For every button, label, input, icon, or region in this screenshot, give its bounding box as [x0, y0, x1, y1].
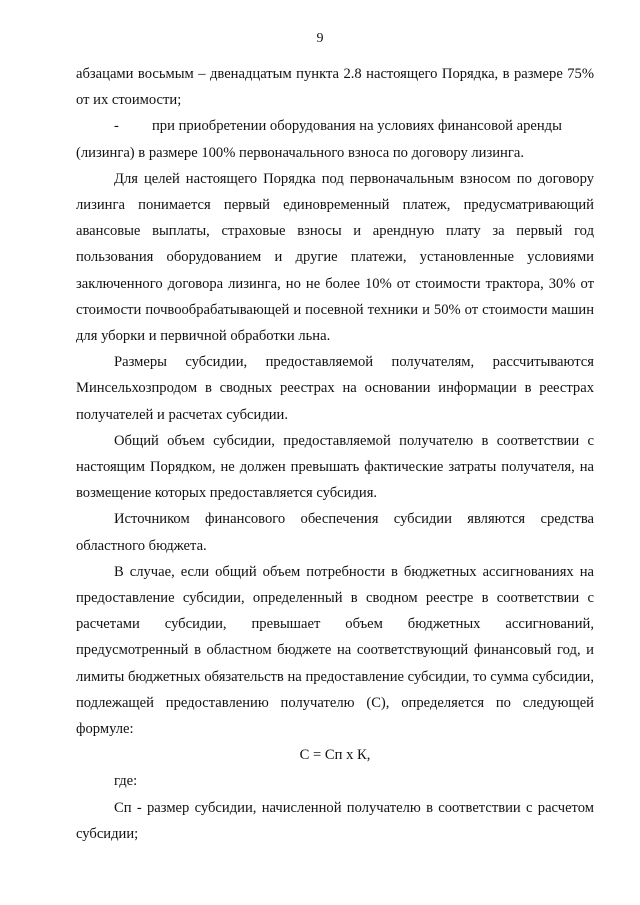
paragraph-leasing-definition: Для целей настоящего Порядка под первоначальным взносом по договору лизинга понимается первый единовременный платеж, предусматривающий авансовые выплаты, страховые взносы и арендную плату за первый год пользования оборудованием и другие платежи, установленные условиями заключенного договора лизинга, но не более 10% от стоимости трактора, 30% от стоимости почвообрабатывающей и посевной техники и 50% от стоимости машин для уборки и первичной обработки льна. [76, 170, 594, 345]
document-body [76, 61, 594, 847]
paragraph-1: абзацами восьмым – двенадцатым пункта 2.8 настоящего Порядка, в размере 75% от их стоимости; [76, 66, 594, 109]
bullet-dash: - [114, 118, 119, 135]
paragraph-definition-sp: Сп - размер субсидии, начисленной получателю в соответствии с расчетом субсидии; [76, 799, 594, 842]
bullet-text-line1: при приобретении оборудования на условиях финансовой аренды [152, 118, 562, 135]
paragraph-calculation-case: В случае, если общий объем потребности в бюджетных ассигнованиях на предоставление субсидии, определенный в сводном реестре в соответствии с расчетами субсидии, превышает объем бюджетных ассигнований, предусмотренный в областном бюджете на соответствующий финансовый год, и лимиты бюджетных обязательств на предоставление субсидии, то сумма субсидии, подлежащей предоставлению получателю (С), определяется по следующей формуле: [76, 563, 594, 738]
where-label: где: [114, 773, 138, 790]
bullet-item-leasing [76, 113, 594, 139]
paragraph-funding-source: Источником финансового обеспечения субсидии являются средства областного бюджета. [76, 511, 594, 554]
paragraph-total-subsidy: Общий объем субсидии, предоставляемой получателю в соответствии с настоящим Порядком, не должен превышать фактические затраты получателя, на возмещение которых предоставляется субсидия. [76, 432, 594, 502]
page-number: 9 [316, 31, 324, 46]
paragraph-subsidy-amounts: Размеры субсидии, предоставляемой получателям, рассчитываются Минсельхозпродом в сводных реестрах на основании информации в реестрах получателей и расчетах субсидии. [76, 354, 594, 423]
bullet-text-continuation: (лизинга) в размере 100% первоначального взноса по договору лизинга. [76, 144, 524, 161]
formula: С = Сп х К, [299, 747, 371, 764]
